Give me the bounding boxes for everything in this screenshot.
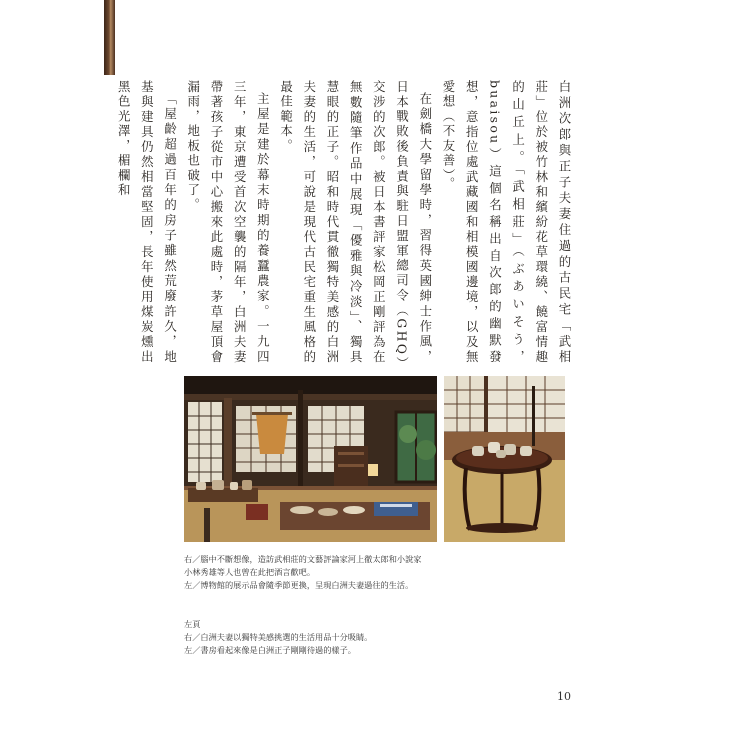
interior-room-photo xyxy=(184,376,437,542)
left-page-caption-heading: 左頁 xyxy=(184,619,201,629)
vertical-body-text xyxy=(116,80,576,365)
caption-line-3: 左／博物館的展示品會隨季節更換，呈現白洲夫妻過往的生活。 xyxy=(184,580,414,590)
caption-line-1: 右／腦中不斷想像，造訪武相莊的文藝評論家河上徹太郎和小說家 xyxy=(184,554,422,564)
left-page-caption-1: 右／白洲夫妻以獨特美感挑選的生活用品十分吸睛。 xyxy=(184,632,373,642)
body-paragraph-2: 在劍橋大學留學時，習得英國紳士作風，日本戰敗後負責與駐日盟軍總司令（GHQ）交涉的次郎。被日本書評家松岡正剛評為在無數隨筆作品中展現「優雅與冷淡」、獨具慧眼的正子。昭和時代貫徹獨特美感的白洲夫妻的生活，可說是現代古民宅重生風格的最佳範本。 xyxy=(278,80,433,365)
tea-cups-illustration xyxy=(444,376,565,542)
page-number: 10 xyxy=(557,690,571,703)
left-page-caption-2: 左／書房看起來像是白洲正子剛剛待過的樣子。 xyxy=(184,645,356,655)
left-page-captions xyxy=(184,618,574,657)
photo-captions xyxy=(184,553,574,592)
body-paragraph-3: 主屋是建於幕末時期的養蠶農家。一九四三年，東京遭受首次空襲的隔年，白洲夫妻帶著孩子從市中心搬來此處時，茅草屋頂會漏雨，地板也破了。 xyxy=(185,80,271,365)
caption-line-2: 小林秀雄等人也曾在此把酒言歡吧。 xyxy=(184,567,316,577)
interior-room-illustration xyxy=(184,376,437,542)
facing-page-photo-edge xyxy=(104,0,115,75)
body-paragraph-4: 「屋齡超過百年的房子雖然荒廢許久，地基與建具仍然相當堅固，長年使用煤炭燻出黑色光澤，楣欄和 xyxy=(116,80,178,365)
body-paragraph-1: 白洲次郎與正子夫妻住過的古民宅「武相莊」位於被竹林和繽紛花草環繞、饒富情趣的山丘上。「武相莊」（ぶあいそう，buaisou）這個名稱出自次郎的幽默發想，意指位處武藏國和相模國邊境，以及無愛想（不友善）。 xyxy=(440,80,572,365)
tea-cups-photo xyxy=(444,376,565,542)
